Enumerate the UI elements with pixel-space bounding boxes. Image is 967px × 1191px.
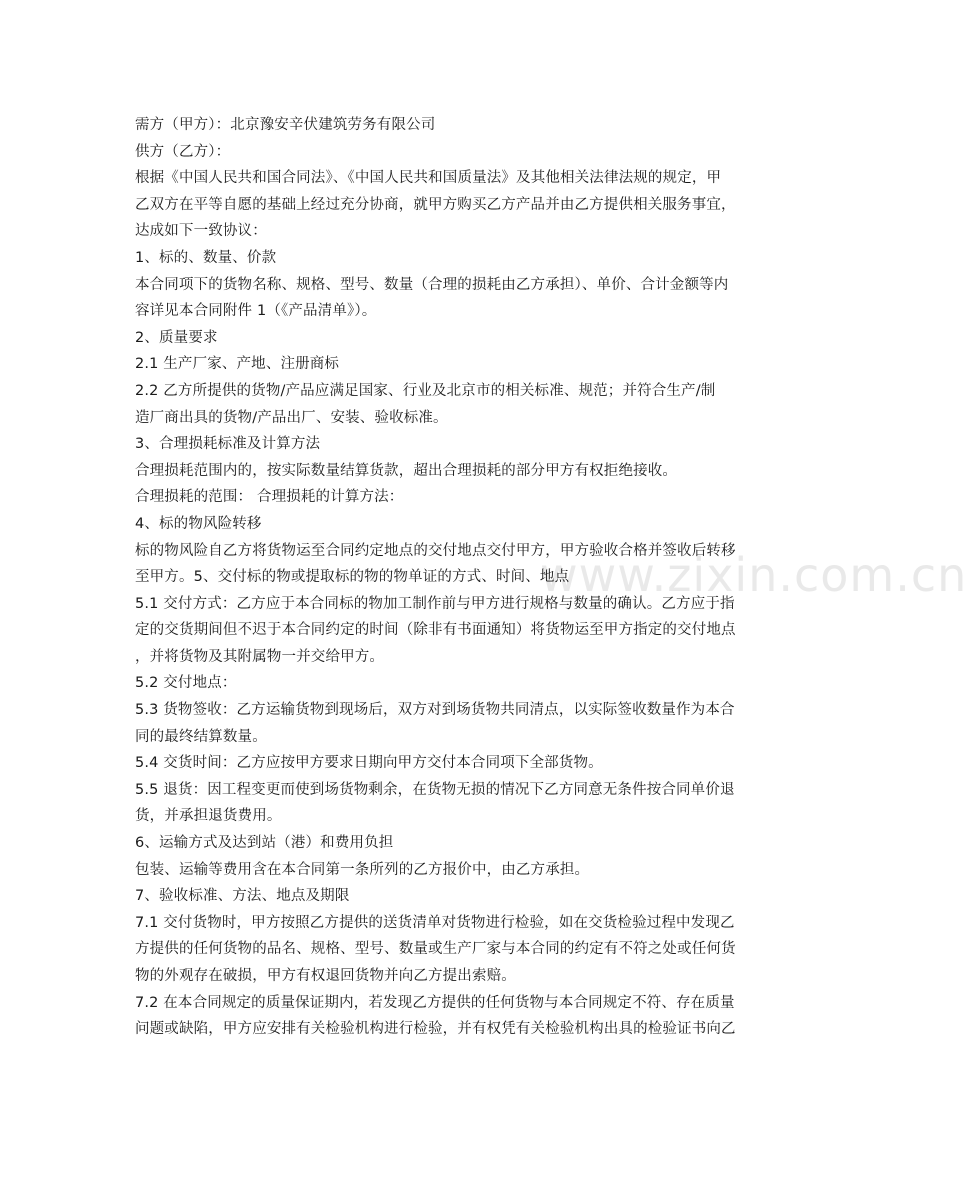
text-line: 7、验收标准、方法、地点及期限 — [135, 888, 350, 905]
watermark: www.zixin.com.cn — [540, 548, 967, 602]
text-line: 需方（甲方）：北京豫安辛伏建筑劳务有限公司 — [135, 117, 436, 133]
text-line: 定的交货期间但不迟于本合同约定的时间（除非有书面通知）将货物运至甲方指定的交付地点 — [135, 622, 736, 639]
text-line: 货，并承担退货费用。 — [135, 808, 282, 825]
text-line: 2、质量要求 — [135, 329, 218, 346]
text-line: 问题或缺陷，甲方应安排有关检验机构进行检验，并有权凭有关检验机构出具的检验证书向乙 — [135, 1021, 736, 1038]
text-line: 3、合理损耗标准及计算方法 — [135, 436, 321, 453]
text-line: 6、运输方式及达到站（港）和费用负担 — [135, 835, 394, 852]
contract-text — [135, 112, 785, 1043]
text-line: 造厂商出具的货物/产品出厂、安装、验收标准。 — [135, 409, 448, 426]
text-line: 包装、运输等费用含在本合同第一条所列的乙方报价中，由乙方承担。 — [135, 861, 590, 878]
text-line: 至甲方。5、交付标的物或提取标的物的物单证的方式、时间、地点 — [135, 569, 570, 586]
text-line: 5.3 货物签收：乙方运输货物到现场后，双方对到场货物共同清点，以实际签收数量作为本合 — [135, 702, 735, 719]
text-line: 供方（乙方）： — [135, 143, 231, 160]
text-line: 达成如下一致协议： — [135, 223, 267, 240]
text-line: 2.2 乙方所提供的货物/产品应满足国家、行业及北京市的相关标准、规范；并符合生产/制 — [135, 382, 716, 399]
text-line: 乙双方在平等自愿的基础上经过充分协商，就甲方购买乙方产品并由乙方提供相关服务事宜， — [135, 196, 736, 213]
text-line: 合理损耗的范围： 合理损耗的计算方法： — [135, 489, 404, 506]
text-line: 5.1 交付方式：乙方应于本合同标的物加工制作前与甲方进行规格与数量的确认。乙方应于指 — [135, 595, 735, 612]
text-line: 容详见本合同附件 1（《产品清单》）。 — [135, 303, 377, 320]
text-line: 标的物风险自乙方将货物运至合同约定地点的交付地点交付甲方，甲方验收合格并签收后转移 — [135, 542, 736, 559]
text-line: 同的最终结算数量。 — [135, 728, 267, 745]
text-line: 本合同项下的货物名称、规格、型号、数量（合理的损耗由乙方承担）、单价、合计金额等内 — [135, 276, 729, 293]
text-line: 5.4 交货时间：乙方应按甲方要求日期向甲方交付本合同项下全部货物。 — [135, 755, 603, 772]
text-line: ，并将货物及其附属物一并交给甲方。 — [135, 648, 385, 665]
text-line: 5.5 退货：因工程变更而使到场货物剩余，在货物无损的情况下乙方同意无条件按合同单价退 — [135, 781, 735, 798]
text-line: 2.1 生产厂家、产地、注册商标 — [135, 356, 340, 373]
text-line: 5.2 交付地点： — [135, 675, 237, 692]
text-line: 物的外观存在破损，甲方有权退回货物并向乙方提出索赔。 — [135, 968, 516, 984]
text-line: 方提供的任何货物的品名、规格、型号、数量或生产厂家与本合同的约定有不符之处或任何货 — [135, 941, 736, 958]
text-line: 1、标的、数量、价款 — [135, 249, 277, 266]
text-line: 7.1 交付货物时，甲方按照乙方提供的送货清单对货物进行检验，如在交货检验过程中发现乙 — [135, 914, 735, 931]
text-line: 合理损耗范围内的，按实际数量结算货款，超出合理损耗的部分甲方有权拒绝接收。 — [135, 462, 678, 479]
text-line: 4、标的物风险转移 — [135, 515, 262, 532]
text-line: 7.2 在本合同规定的质量保证期内，若发现乙方提供的任何货物与本合同规定不符、存在质量 — [135, 994, 735, 1011]
text-line: 根据《中国人民共和国合同法》、《中国人民共和国质量法》及其他相关法律法规的规定，甲 — [135, 170, 722, 187]
